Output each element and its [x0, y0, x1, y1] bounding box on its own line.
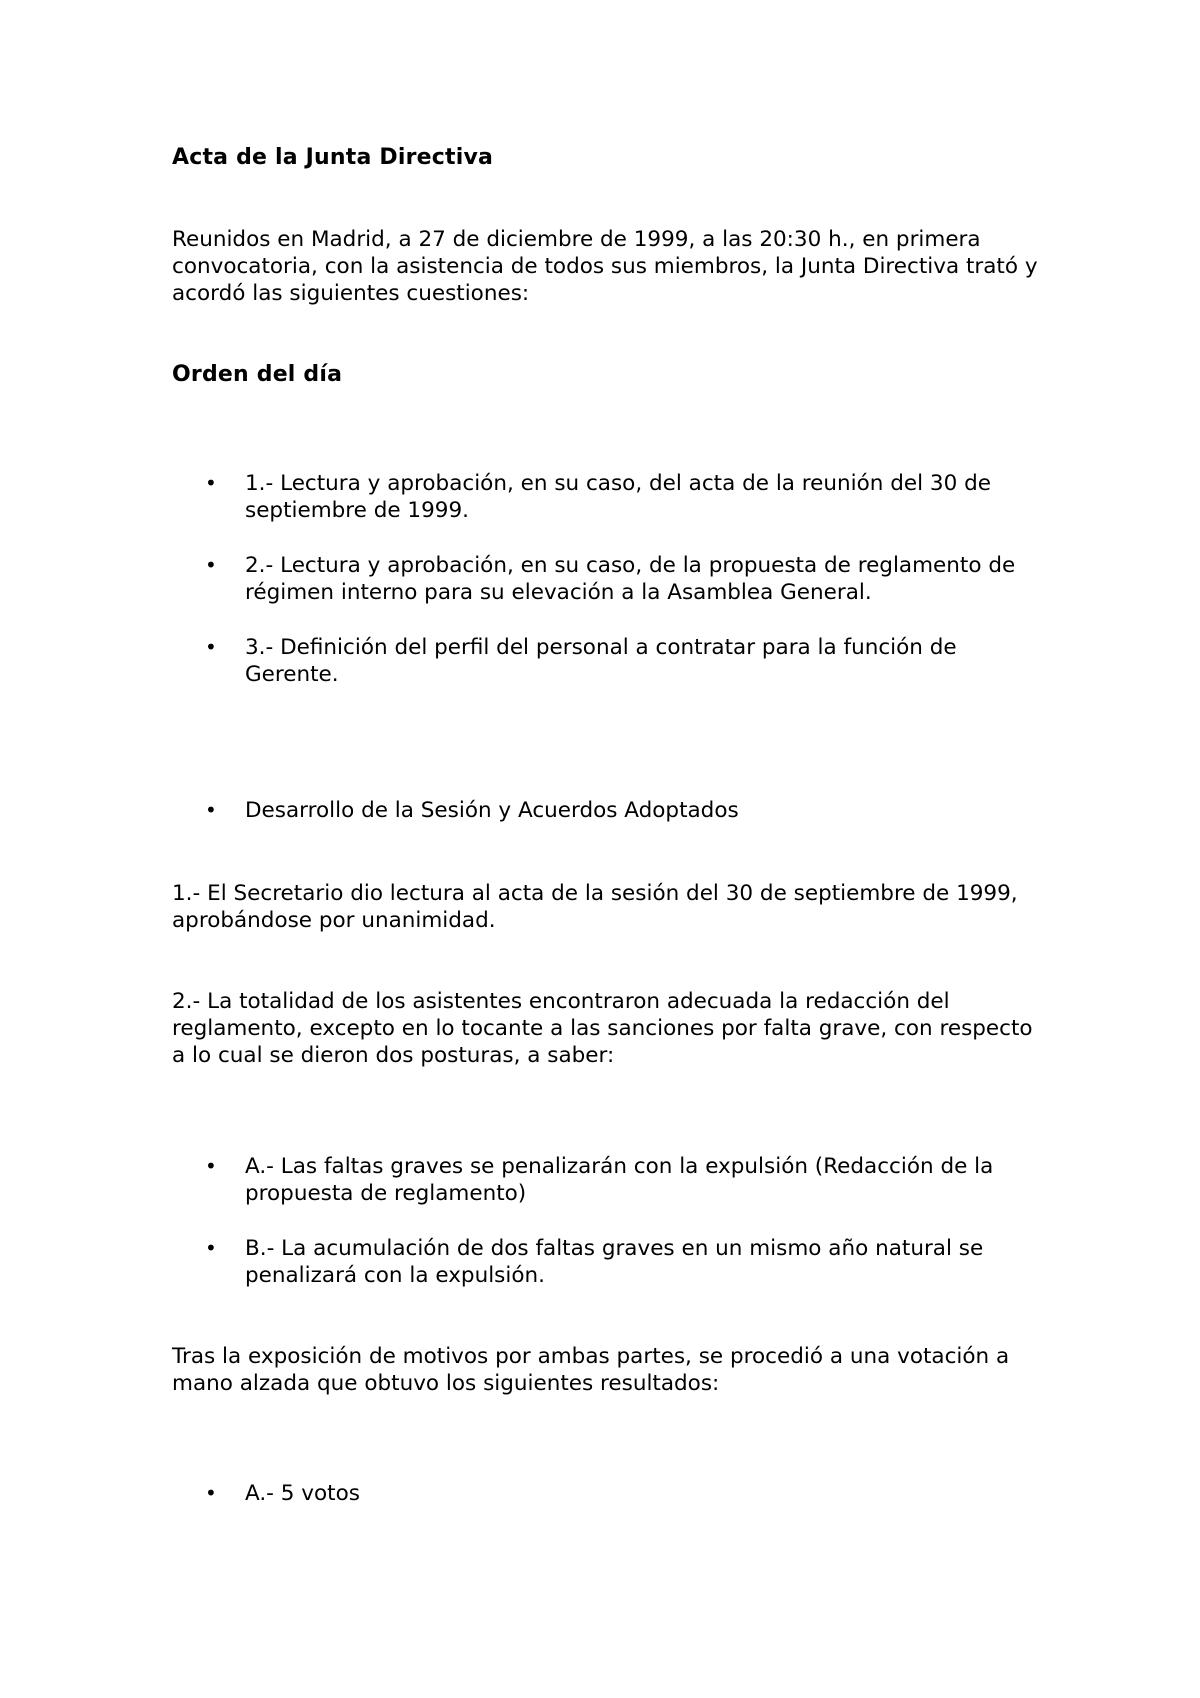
bullet-icon: • — [205, 471, 217, 495]
intro-paragraph: Reunidos en Madrid, a 27 de diciembre de 1999, a las 20:30 h., en primera convocatoria, con la asistencia de todos sus miembros, la Junta Directiva trató y acordó las siguientes cuestiones: — [172, 227, 1038, 306]
bullet-icon: • — [205, 553, 217, 577]
bullet-icon: • — [205, 1481, 217, 1505]
agenda-item-text: 2.- Lectura y aprobación, en su caso, de la propuesta de reglamento de régimen interno para su elevación a la Asamblea General. — [245, 553, 1016, 605]
point-1-paragraph: 1.- El Secretario dio lectura al acta de la sesión del 30 de septiembre de 1999, aprobándose por unanimidad. — [172, 881, 1018, 933]
agenda-item-text: 1.- Lectura y aprobación, en su caso, del acta de la reunión del 30 de septiembre de 1999. — [245, 471, 991, 523]
agenda-heading: Orden del día — [172, 362, 343, 387]
point-2-paragraph: 2.- La totalidad de los asistentes encontraron adecuada la redacción del reglamento, excepto en lo tocante a las sanciones por falta grave, con respecto a lo cual se dieron dos posturas, a saber: — [172, 989, 1033, 1068]
document-title: Acta de la Junta Directiva — [172, 145, 494, 170]
option-item-text: A.- Las faltas graves se penalizarán con la expulsión (Redacción de la propuesta de reglamento) — [245, 1154, 994, 1206]
agenda-item-text: 3.- Definición del perfil del personal a contratar para la función de Gerente. — [245, 635, 957, 687]
option-item-text: B.- La acumulación de dos faltas graves en un mismo año natural se penalizará con la expulsión. — [245, 1236, 984, 1288]
bullet-icon: • — [205, 635, 217, 659]
session-heading: Desarrollo de la Sesión y Acuerdos Adoptados — [245, 798, 739, 823]
vote-intro-paragraph: Tras la exposición de motivos por ambas partes, se procedió a una votación a mano alzada que obtuvo los siguientes resultados: — [172, 1344, 1010, 1396]
bullet-icon: • — [205, 1154, 217, 1178]
bullet-icon: • — [205, 1236, 217, 1260]
vote-result-text: A.- 5 votos — [245, 1481, 360, 1506]
bullet-icon: • — [205, 798, 217, 822]
